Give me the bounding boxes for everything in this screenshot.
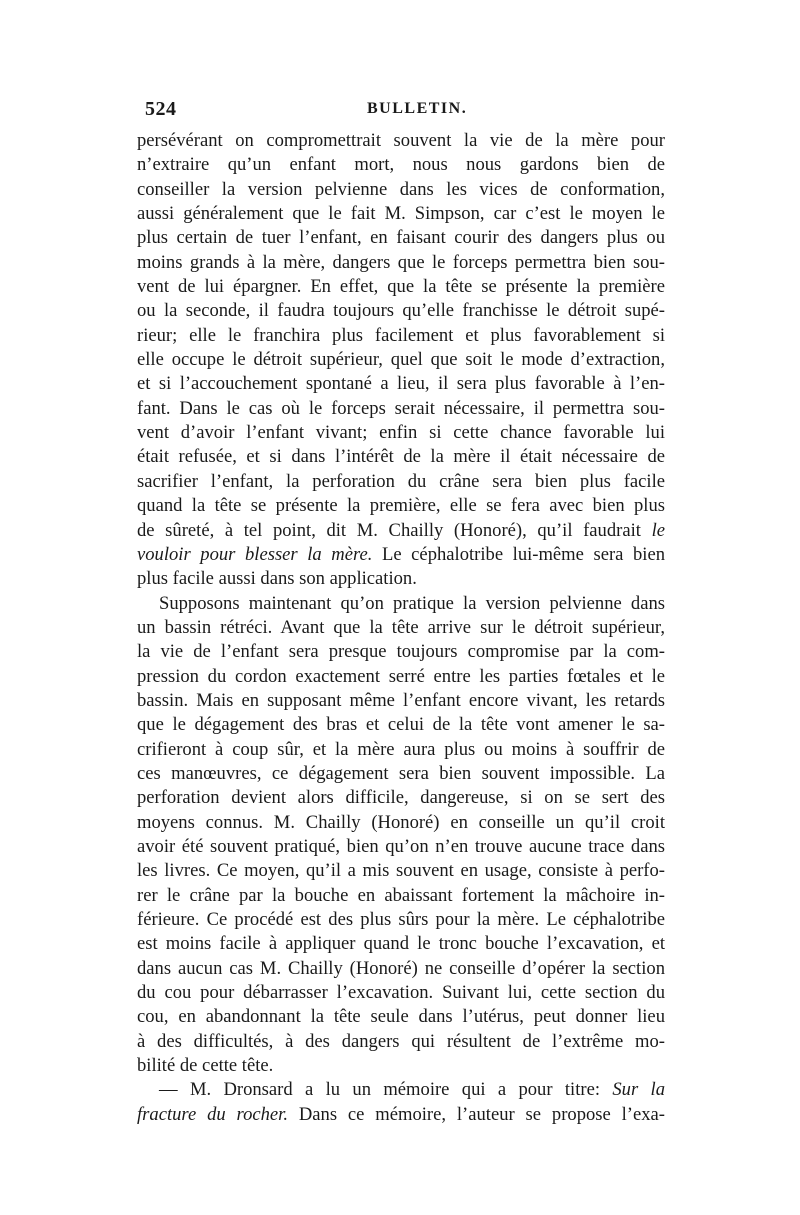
- text-line: ou la seconde, il faudra toujours qu’elle franchisse le détroit supé-: [137, 300, 665, 322]
- text-line: cou, en abandonnant la tête seule dans l’utérus, peut donner lieu: [137, 1006, 665, 1028]
- text-line: moins grands à la mère, dangers que le forceps permettra bien sou-: [137, 251, 665, 273]
- text-line: vent d’avoir l’enfant vivant; enfin si cette chance favorable lui: [137, 422, 665, 444]
- text-line: perforation devient alors difficile, dangereuse, si on se sert des: [137, 787, 665, 809]
- text-line: avoir été souvent pratiqué, bien qu’on n’en trouve aucune trace dans: [137, 835, 665, 857]
- paragraph-1: [137, 129, 665, 543]
- body-text: [137, 129, 665, 1127]
- text-line: Supposons maintenant qu’on pratique la version pelvienne dans: [159, 592, 665, 614]
- text-line: que le dégagement des bras et celui de la tête vont amener le sa-: [137, 714, 665, 736]
- text-line: plus facile aussi dans son application.: [137, 568, 417, 590]
- text-line: — M. Dronsard a lu un mémoire qui a pour titre: Sur la: [159, 1079, 665, 1101]
- text-line: rieur; elle le franchira plus facilement et plus favorablement si: [137, 324, 665, 346]
- paragraph-2: [137, 592, 665, 1055]
- text-line: ces manœuvres, ce dégagement sera bien souvent impossible. La: [137, 762, 665, 784]
- text-line: la vie de l’enfant sera presque toujours compromise par la com-: [137, 641, 665, 663]
- text-line: crifieront à coup sûr, et la mère aura plus ou moins à souffrir de: [137, 738, 665, 760]
- page-header: [145, 98, 665, 126]
- text-line: elle occupe le détroit supérieur, quel que soit le mode d’extraction,: [137, 349, 665, 371]
- text-line: du cou pour débarrasser l’excavation. Suivant lui, cette section du: [137, 982, 665, 1004]
- text-line: plus certain de tuer l’enfant, en faisant courir des dangers plus ou: [137, 227, 665, 249]
- text-line: férieure. Ce procédé est des plus sûrs pour la mère. Le céphalotribe: [137, 909, 665, 930]
- text-line: pression du cordon exactement serré entre les parties fœtales et le: [137, 665, 665, 687]
- text-line: vent de lui épargner. En effet, que la tête se présente la première: [137, 276, 665, 298]
- text-line: est moins facile à appliquer quand le tronc bouche l’excavation, et: [137, 933, 665, 955]
- text-line: de sûreté, à tel point, dit M. Chailly (Honoré), qu’il faudrait le: [137, 519, 665, 541]
- text-line: aussi généralement que le fait M. Simpson, car c’est le moyen le: [137, 203, 665, 225]
- text-line: bilité de cette tête.: [137, 1055, 274, 1077]
- text-line: n’extraire qu’un enfant mort, nous nous gardons bien de: [137, 154, 665, 176]
- text-line: sacrifier l’enfant, la perforation du crâne sera bien plus facile: [137, 470, 665, 492]
- text-line: quand la tête se présente la première, elle se fera avec bien plus: [137, 495, 665, 517]
- text-line: moyens connus. M. Chailly (Honoré) en conseille un qu’il croit: [137, 811, 665, 833]
- text-line: persévérant on compromettrait souvent la vie de la mère pour: [137, 130, 665, 151]
- page-number: 524: [145, 98, 177, 120]
- text-line: conseiller la version pelvienne dans les vices de conformation,: [137, 178, 665, 200]
- text-line: fracture du rocher. Dans ce mémoire, l’auteur se propose l’exa-: [137, 1103, 665, 1125]
- text-line: bassin. Mais en supposant même l’enfant encore vivant, les retards: [137, 689, 665, 711]
- text-line: était refusée, et si dans l’intérêt de la mère il était nécessaire de: [137, 446, 665, 468]
- text-line: vouloir pour blesser la mère. Le céphalotribe lui-même sera bien: [137, 543, 665, 565]
- running-title: BULLETIN.: [367, 100, 468, 117]
- text-line: et si l’accouchement spontané a lieu, il sera plus favorable à l’en-: [137, 373, 665, 395]
- text-line: fant. Dans le cas où le forceps serait nécessaire, il permettra sou-: [137, 397, 665, 419]
- text-line: à des difficultés, à des dangers qui résultent de l’extrême mo-: [137, 1030, 665, 1052]
- text-line: rer le crâne par la bouche en abaissant fortement la mâchoire in-: [137, 884, 665, 906]
- paragraph-3: [137, 1078, 665, 1127]
- text-line: dans aucun cas M. Chailly (Honoré) ne conseille d’opérer la section: [137, 957, 665, 979]
- text-line: un bassin rétréci. Avant que la tête arrive sur le détroit supérieur,: [137, 616, 665, 638]
- text-line: les livres. Ce moyen, qu’il a mis souvent en usage, consiste à perfo-: [137, 860, 665, 882]
